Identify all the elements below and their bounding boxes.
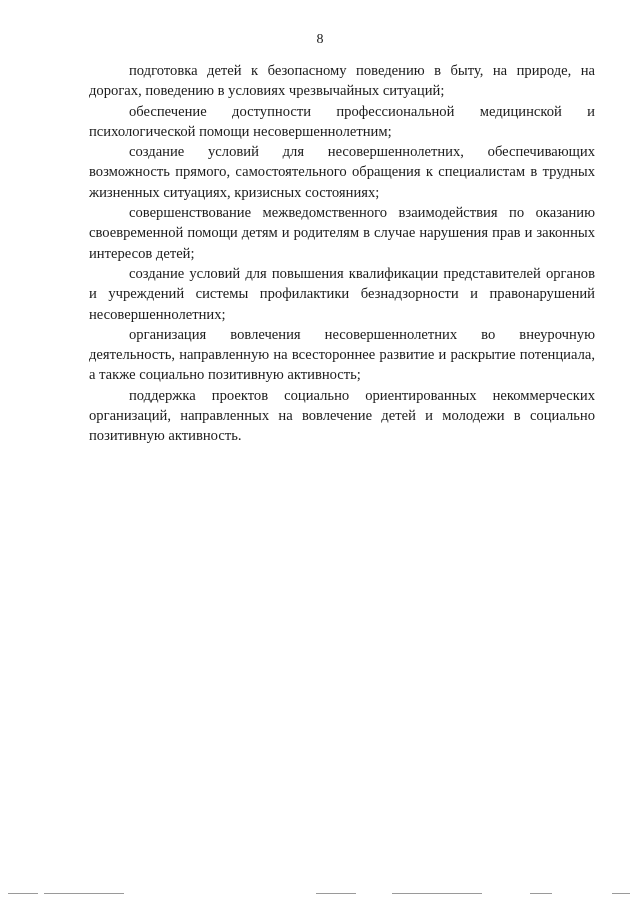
scan-artifact — [44, 893, 124, 894]
list-item: организация вовлечения несовершеннолетних во внеурочную деятельность, направленную на всестороннее развитие и раскрытие потенциала, а также социально позитивную активность; — [89, 326, 595, 384]
scan-artifact — [316, 893, 356, 894]
list-item: создание условий для повышения квалификации представителей органов и учреждений системы профилактики безнадзорности и правонарушений несовершеннолетних; — [89, 265, 595, 323]
scan-artifact — [612, 893, 630, 894]
scan-artifact — [8, 893, 38, 894]
scan-artifact — [392, 893, 482, 894]
list-item: подготовка детей к безопасному поведению в быту, на природе, на дорогах, поведению в условиях чрезвычайных ситуаций; — [89, 63, 595, 100]
list-item: создание условий для несовершеннолетних, обеспечивающих возможность прямого, самостоятельного обращения к специалистам в трудных жизненных ситуациях, кризисных состояниях; — [89, 144, 595, 201]
list-item: поддержка проектов социально ориентированных некоммерческих организаций, направленных на вовлечение детей и молодежи в социально позитивную активность. — [89, 387, 595, 445]
page-number: 8 — [316, 32, 324, 47]
list-item: совершенствование межведомственного взаимодействия по оказанию своевременной помощи детям и родителям в случае нарушения прав и законных интересов детей; — [89, 205, 595, 262]
document-body — [89, 61, 595, 447]
list-item: обеспечение доступности профессиональной медицинской и психологической помощи несовершеннолетним; — [89, 103, 595, 140]
scan-artifact — [530, 893, 552, 894]
